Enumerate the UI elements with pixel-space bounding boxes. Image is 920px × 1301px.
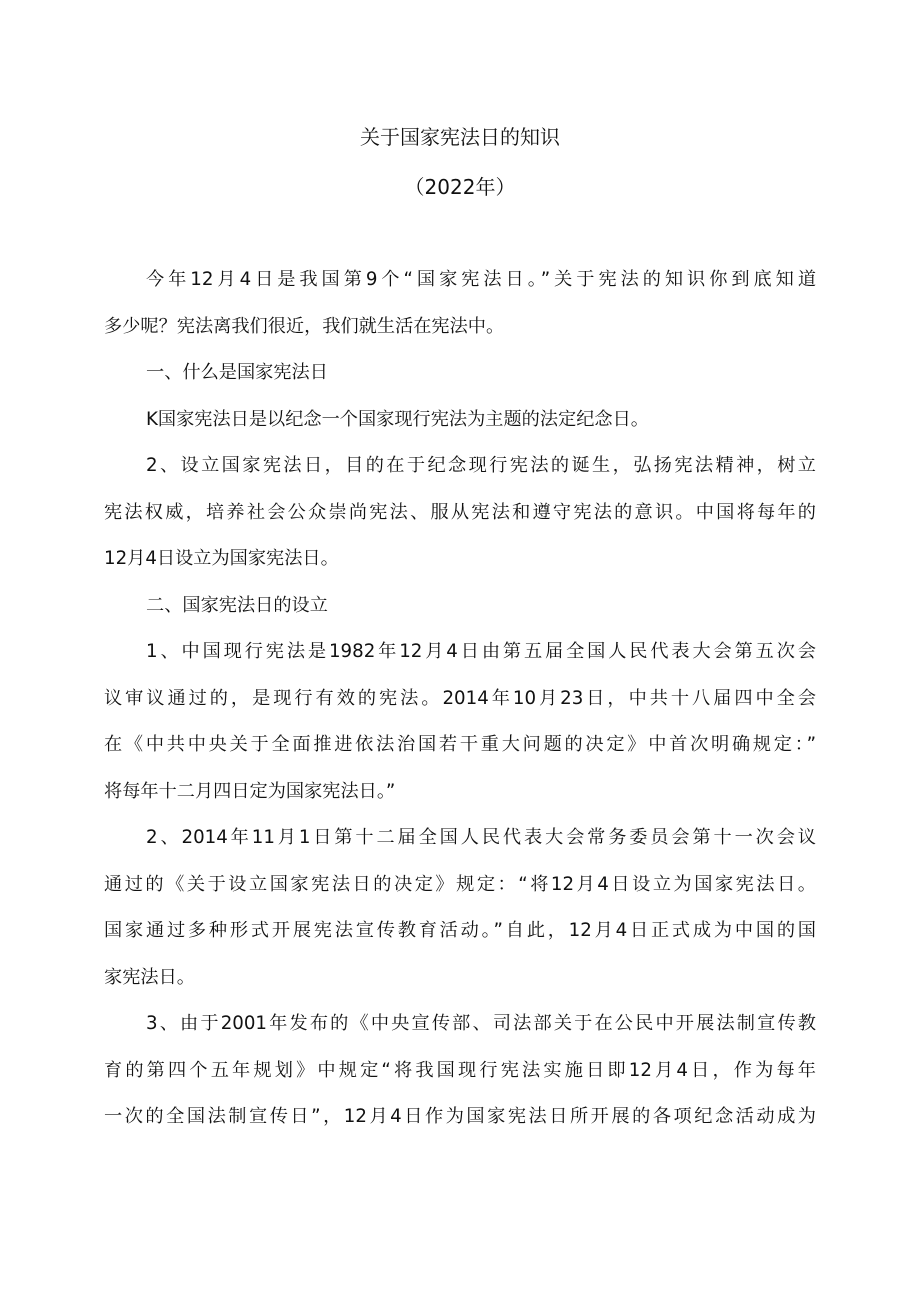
document-body	[104, 263, 816, 1147]
paragraph-line: 多少呢？宪法离我们很近，我们就生活在宪法中。	[104, 315, 505, 337]
paragraph-line: 2、设立国家宪法日，目的在于纪念现行宪法的诞生，弘扬宪法精神，树立	[146, 455, 816, 476]
section-heading: 一、什么是国家宪法日	[146, 362, 328, 383]
paragraph-line: 将每年十二月四日定为国家宪法日。”	[104, 780, 396, 802]
paragraph-line: 国家通过多种形式开展宪法宣传教育活动。”自此，12月4日正式成为中国的国	[104, 920, 816, 941]
paragraph-line: 通过的《关于设立国家宪法日的决定》规定：“将12月4日设立为国家宪法日。	[104, 873, 816, 895]
paragraph-line: 一次的全国法制宣传日”，12月4日作为国家宪法日所开展的各项纪念活动成为	[104, 1106, 816, 1127]
paragraph-line: 议审议通过的，是现行有效的宪法。2014年10月23日，中共十八届四中全会	[104, 687, 816, 709]
paragraph-line: 1、中国现行宪法是1982年12月4日由第五届全国人民代表大会第五次会	[146, 641, 816, 662]
paragraph-line: 今年12月4日是我国第9个“国家宪法日。”关于宪法的知识你到底知道	[146, 269, 816, 290]
paragraph-line: 在《中共中央关于全面推进依法治国若干重大问题的决定》中首次明确规定：”	[104, 734, 816, 755]
document-title: 关于国家宪法日的知识	[360, 125, 560, 149]
paragraph-line: 12月4日设立为国家宪法日。	[104, 548, 339, 569]
paragraph-line: 宪法权威，培养社会公众崇尚宪法、服从宪法和遵守宪法的意识。中国将每年的	[104, 501, 816, 523]
paragraph-line: 3、由于2001年发布的《中央宣传部、司法部关于在公民中开展法制宣传教	[146, 1013, 816, 1034]
paragraph-line: K国家宪法日是以纪念一个国家现行宪法为主题的法定纪念日。	[146, 408, 649, 430]
document-subtitle: （2022年）	[404, 175, 516, 199]
paragraph-line: 家宪法日。	[104, 966, 195, 988]
section-heading: 二、国家宪法日的设立	[146, 594, 328, 616]
paragraph-line: 育的第四个五年规划》中规定“将我国现行宪法实施日即12月4日，作为每年	[104, 1059, 816, 1081]
paragraph-line: 2、2014年11月1日第十二届全国人民代表大会常务委员会第十一次会议	[146, 827, 816, 848]
